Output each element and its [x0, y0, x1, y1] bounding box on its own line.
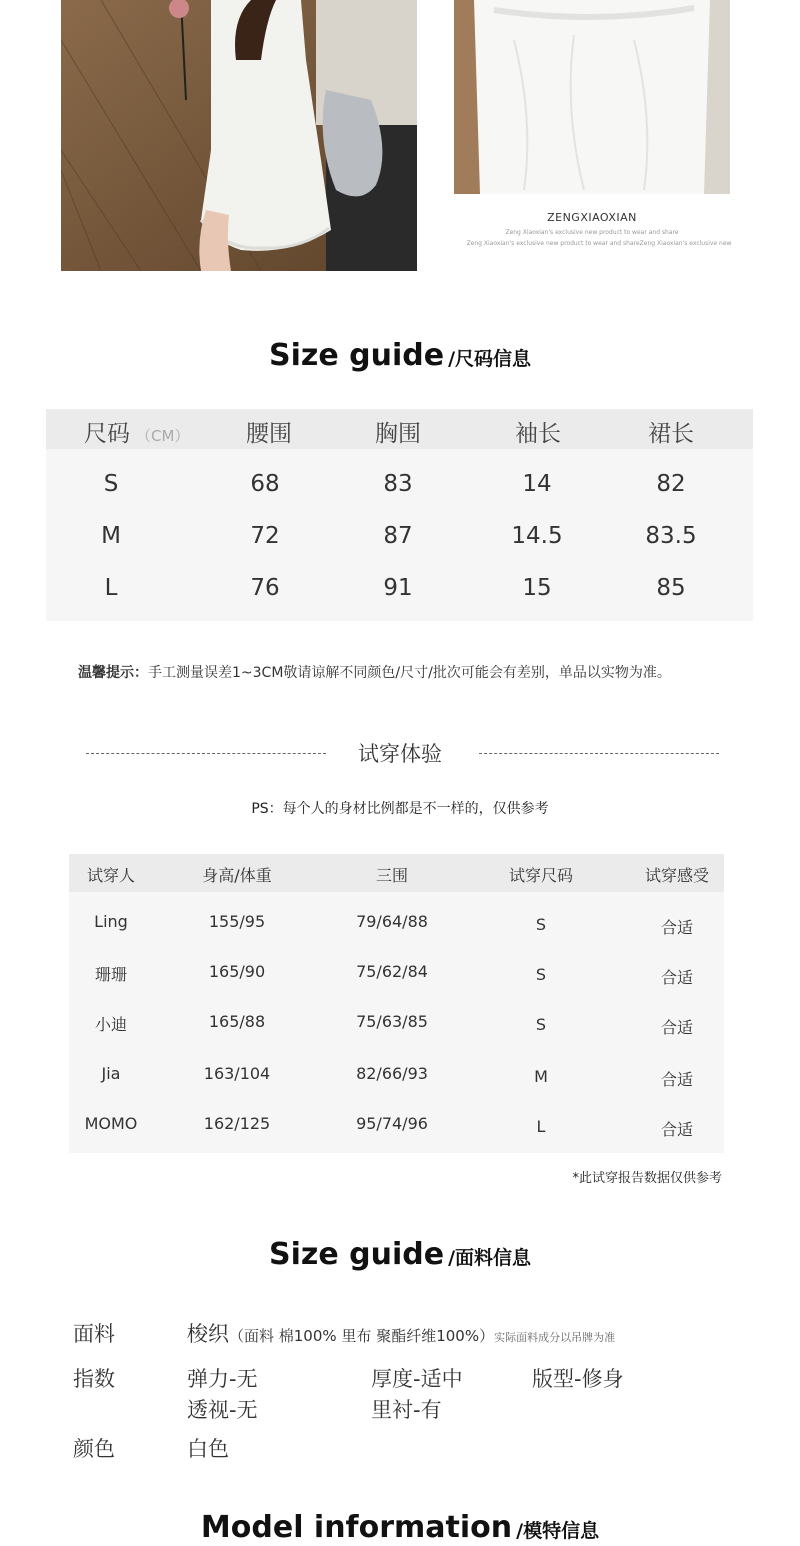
size-header-waist: 腰围 [246, 421, 292, 447]
tryon-header-person: 试穿人 [86, 866, 135, 885]
size-cell: 91 [383, 575, 413, 601]
size-guide-heading [0, 338, 800, 373]
tryon-header-height-weight: 身高/体重 [202, 866, 272, 885]
tryon-header-measurements: 三围 [375, 866, 408, 885]
brand-tagline-secondary: Zeng Xiaoxian's exclusive new product to wear and shareZeng Xiaoxian's exclusive new [466, 240, 732, 247]
tryon-header-size: 试穿尺码 [508, 866, 573, 885]
size-cell: 85 [656, 575, 686, 601]
tryon-ps: PS：每个人的身材比例都是不一样的，仅供参考 [251, 801, 549, 817]
size-cell: 68 [250, 471, 280, 497]
elasticity-value: 弹力-无 [187, 1367, 258, 1391]
size-guide-title-en: Size guide [268, 338, 445, 373]
brand-tagline: Zeng Xiaoxian's exclusive new product to wear and share [505, 229, 679, 236]
size-header-chest: 胸围 [375, 421, 421, 447]
tryon-cell-feel: 合适 [660, 1070, 693, 1089]
tryon-cell-person: MOMO [84, 1114, 138, 1133]
fabric-heading [0, 1237, 800, 1272]
tryon-cell-feel: 合适 [660, 918, 693, 937]
tryon-cell-size: S [535, 915, 547, 934]
size-cell: 83.5 [645, 523, 697, 549]
tryon-cell-feel: 合适 [660, 968, 693, 987]
tryon-cell-measurements: 95/74/96 [356, 1114, 428, 1133]
fabric-main: 梭织 [187, 1322, 229, 1346]
size-header-sleeve: 袖长 [515, 421, 561, 447]
fabric-note: 实际面料成分以吊牌为准 [494, 1331, 616, 1344]
tryon-cell-measurements: 82/66/93 [356, 1064, 428, 1083]
tryon-cell-height-weight: 155/95 [208, 912, 266, 931]
size-cell: 87 [383, 523, 413, 549]
model-heading [0, 1510, 800, 1545]
tryon-cell-size: S [535, 965, 547, 984]
model-title-en: Model information [200, 1510, 513, 1545]
tryon-cell-size: S [535, 1015, 547, 1034]
tryon-cell-height-weight: 165/90 [208, 962, 266, 981]
tryon-cell-measurements: 79/64/88 [356, 912, 428, 931]
model-photo-illustration [61, 0, 417, 271]
tryon-cell-measurements: 75/63/85 [356, 1012, 428, 1031]
color-value: 白色 [187, 1437, 229, 1461]
tryon-cell-height-weight: 163/104 [203, 1064, 271, 1083]
model-title-zh: /模特信息 [516, 1520, 600, 1542]
size-cell: 14.5 [511, 523, 563, 549]
size-cell: 82 [656, 471, 686, 497]
size-cell: 83 [383, 471, 413, 497]
tryon-note: *此试穿报告数据仅供参考 [572, 1171, 722, 1186]
tryon-cell-size: M [534, 1067, 548, 1086]
lining-value: 里衬-有 [371, 1398, 442, 1422]
brand-name: ZENGXIAOXIAN [547, 211, 637, 224]
measurement-tip [78, 662, 671, 682]
tryon-cell-height-weight: 162/125 [203, 1114, 271, 1133]
size-cell: L [104, 575, 118, 601]
size-guide-title-zh: /尺码信息 [448, 348, 532, 370]
tip-label: 温馨提示： [78, 665, 148, 681]
tryon-cell-size: L [536, 1117, 546, 1136]
tryon-cell-person: 珊珊 [94, 965, 127, 984]
fabric-value [187, 1318, 615, 1348]
tryon-cell-person: 小迪 [94, 1015, 127, 1034]
product-photo-model [61, 0, 417, 271]
tryon-cell-feel: 合适 [660, 1120, 693, 1139]
transparency-value: 透视-无 [187, 1398, 258, 1422]
tryon-table [69, 854, 724, 1153]
color-label: 颜色 [73, 1437, 115, 1461]
size-header-unit: （CM） [136, 427, 190, 445]
dress-detail-illustration [454, 0, 730, 194]
fabric-label: 面料 [73, 1322, 115, 1346]
product-photo-detail [454, 0, 730, 194]
size-cell: 76 [250, 575, 280, 601]
thickness-value: 厚度-适中 [371, 1367, 463, 1391]
fabric-detail: （面料 棉100% 里布 聚酯纤维100%） [229, 1327, 495, 1345]
size-header-length: 裙长 [648, 421, 694, 447]
fabric-title-zh: /面料信息 [448, 1247, 532, 1269]
tryon-cell-feel: 合适 [660, 1018, 693, 1037]
tryon-header-feel: 试穿感受 [644, 866, 709, 885]
size-cell: 14 [522, 471, 552, 497]
tryon-cell-person: Ling [94, 912, 128, 931]
fit-value: 版型-修身 [532, 1367, 624, 1391]
tryon-title: 试穿体验 [358, 742, 442, 766]
size-cell: 15 [522, 575, 552, 601]
tryon-cell-person: Jia [101, 1064, 121, 1083]
size-header-size [66, 415, 224, 448]
index-label: 指数 [73, 1367, 115, 1391]
size-cell: M [101, 523, 121, 549]
fabric-title-en: Size guide [268, 1237, 445, 1272]
tip-text: 手工测量误差1~3CM敬请谅解不同颜色/尺寸/批次可能会有差别，单品以实物为准。 [148, 665, 671, 681]
size-cell: 72 [250, 523, 280, 549]
tryon-cell-measurements: 75/62/84 [356, 962, 428, 981]
tryon-cell-height-weight: 165/88 [208, 1012, 266, 1031]
size-header-size-label: 尺码 [84, 421, 130, 447]
size-cell: S [103, 471, 119, 497]
